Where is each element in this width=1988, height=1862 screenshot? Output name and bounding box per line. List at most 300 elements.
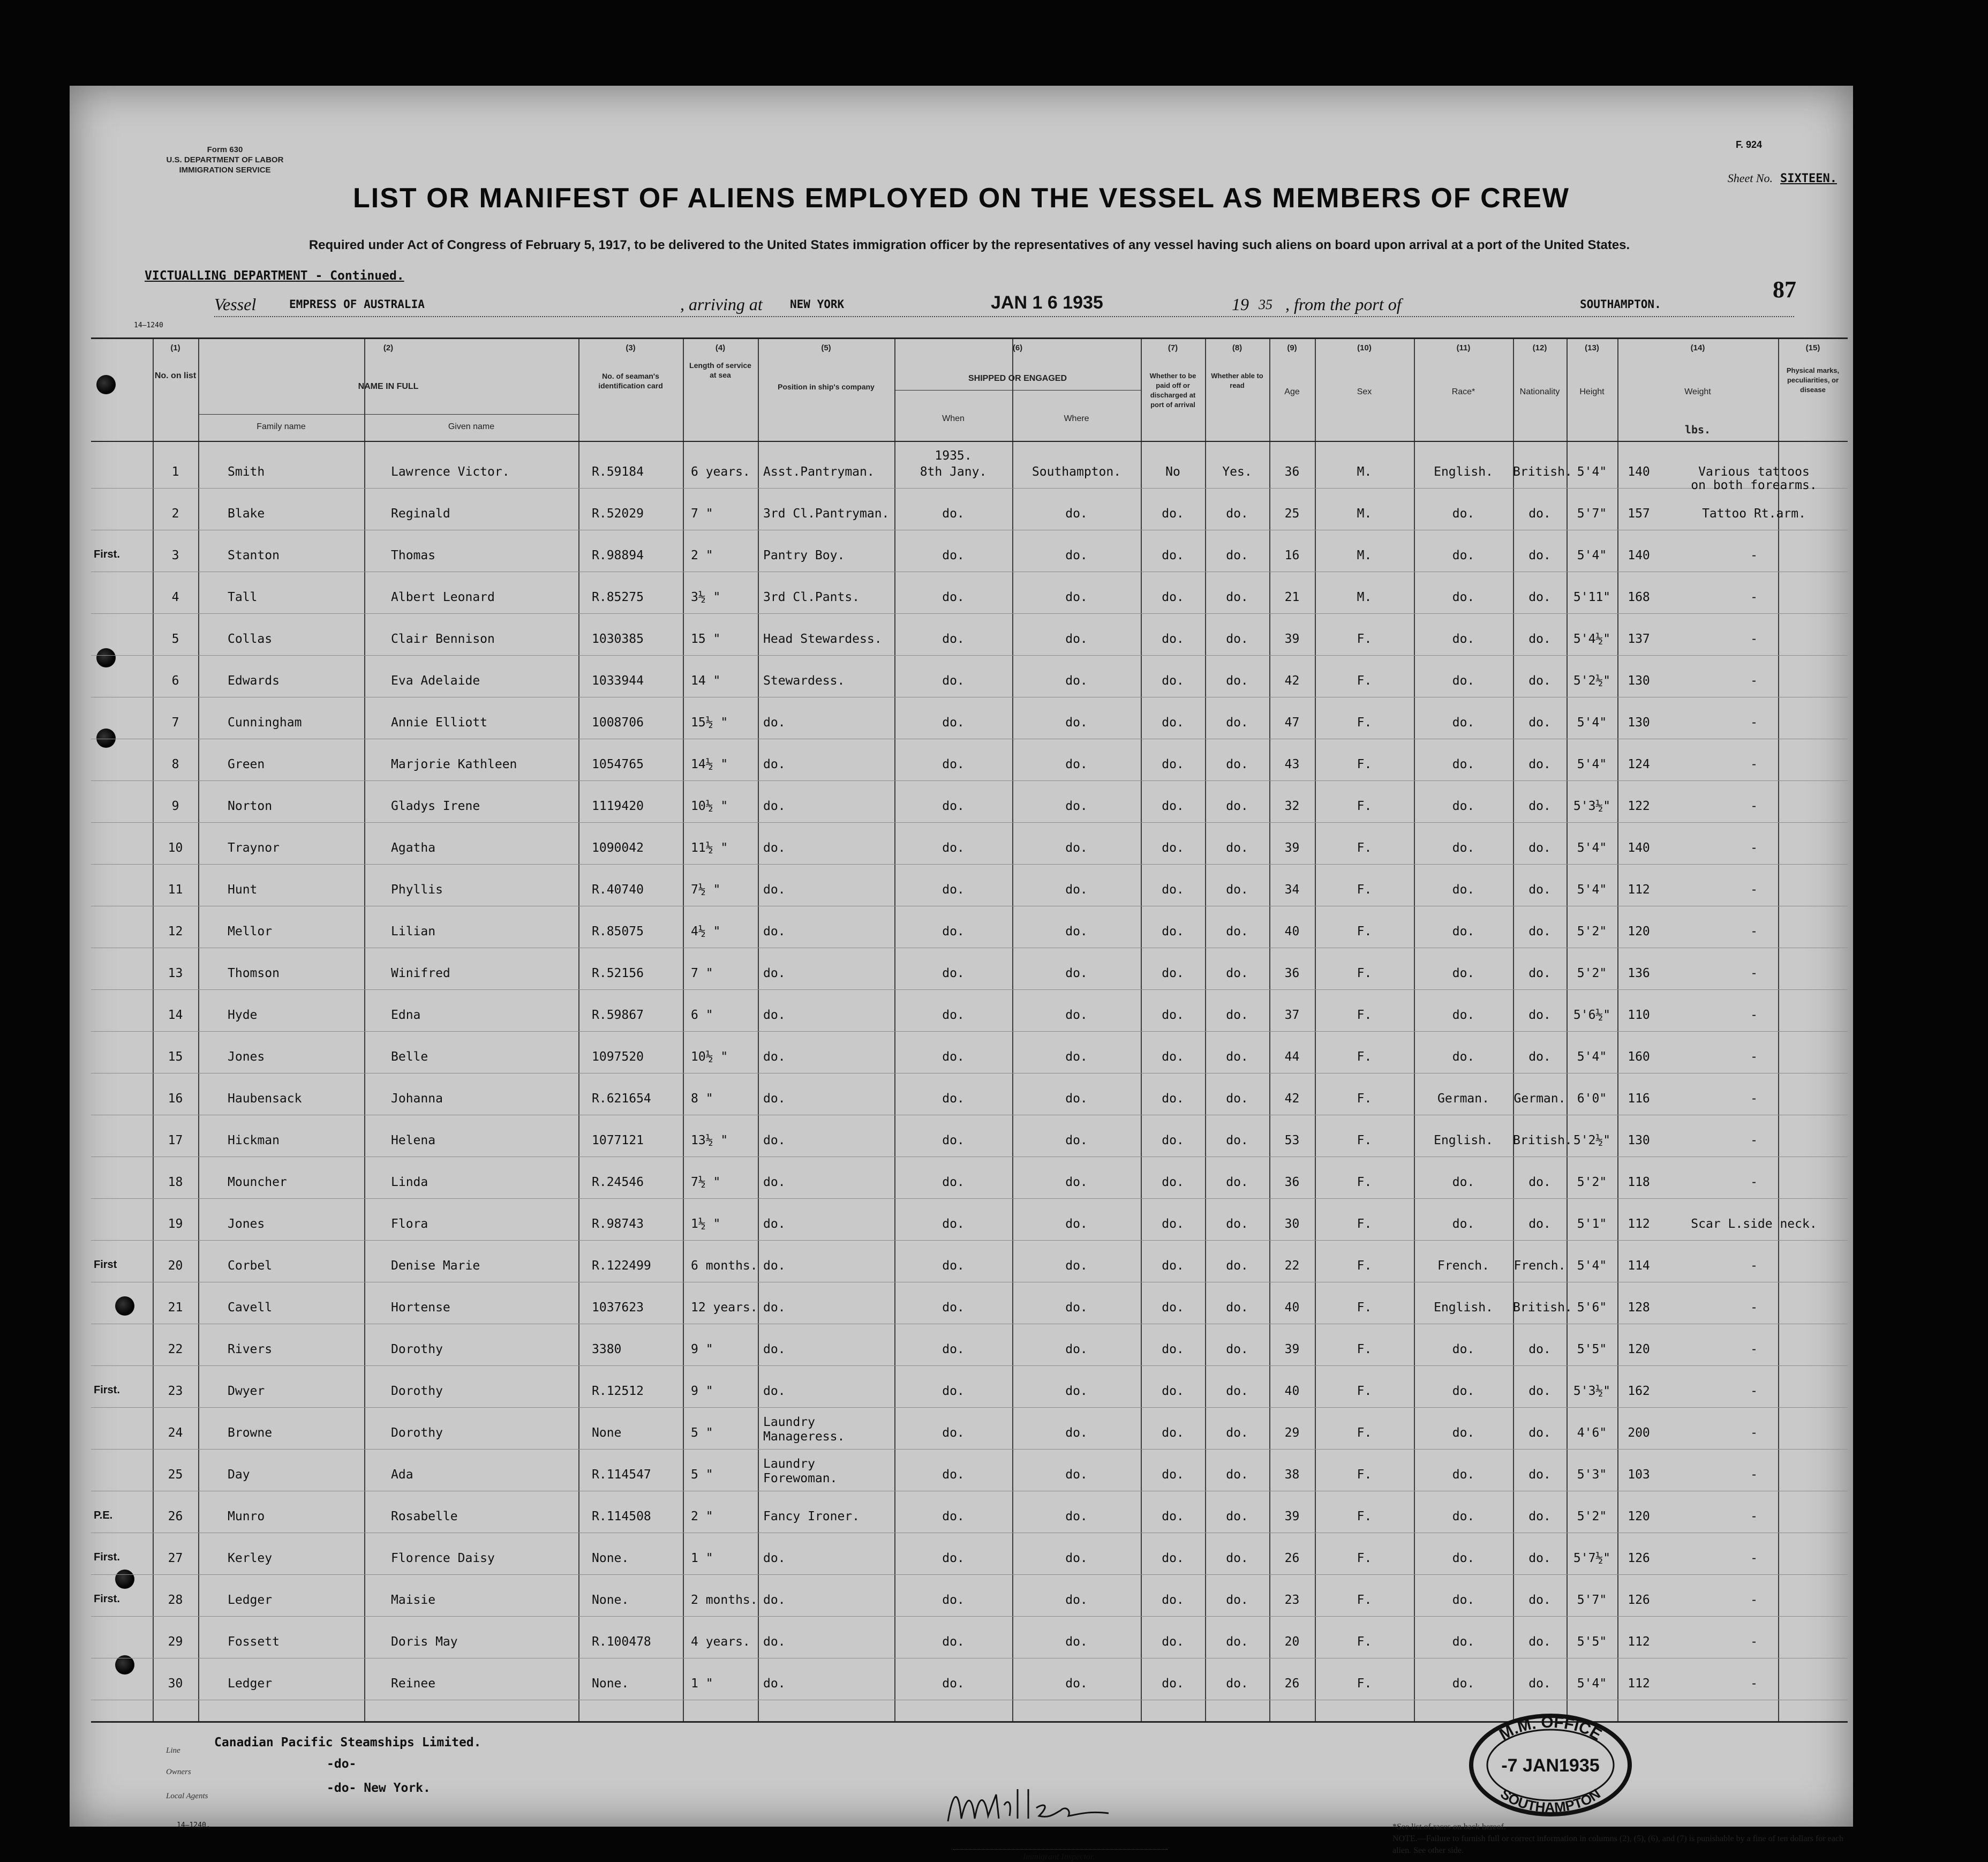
- paid-off: do.: [1162, 966, 1184, 980]
- id-card-number: 1077121: [592, 1133, 644, 1147]
- family-name: Corbel: [228, 1259, 273, 1273]
- weight: 112: [1628, 1217, 1650, 1231]
- height: 5'3½": [1573, 1384, 1611, 1398]
- able-to-read: do.: [1226, 883, 1248, 897]
- year-prefix: 19: [1232, 295, 1249, 314]
- given-name: Annie Elliott: [391, 716, 488, 730]
- height: 5'4": [1577, 465, 1607, 479]
- ship-position: do.: [763, 1342, 786, 1356]
- able-to-read: do.: [1226, 632, 1248, 646]
- weight: 140: [1628, 549, 1650, 562]
- row-divider: [91, 1240, 1848, 1241]
- race: do.: [1452, 1468, 1475, 1482]
- nationality: do.: [1528, 925, 1551, 938]
- col-shipped: SHIPPED OR ENGAGED: [968, 374, 1067, 383]
- physical-marks: Scar L.side neck.: [1691, 1217, 1817, 1231]
- race: do.: [1452, 1635, 1475, 1649]
- service-length: 5 ": [691, 1426, 713, 1440]
- sex: F.: [1357, 1426, 1372, 1440]
- physical-marks: -: [1750, 1259, 1758, 1273]
- col-num-4: (4): [715, 343, 726, 352]
- weight: 112: [1628, 1635, 1650, 1649]
- col-num-3: (3): [626, 343, 636, 352]
- nationality: do.: [1528, 1008, 1551, 1022]
- nationality: do.: [1528, 799, 1551, 813]
- able-to-read: do.: [1226, 1092, 1248, 1106]
- physical-marks: -: [1750, 1593, 1758, 1607]
- family-name: Hunt: [228, 883, 258, 897]
- able-to-read: do.: [1226, 674, 1248, 688]
- service-length: 10½ ": [691, 799, 728, 813]
- department-label: U.S. DEPARTMENT OF LABOR: [166, 155, 284, 164]
- family-name: Norton: [228, 799, 273, 813]
- service-length: 1 ": [691, 1551, 713, 1565]
- nationality: German.: [1513, 1092, 1566, 1106]
- line-label: Line: [166, 1746, 180, 1755]
- able-to-read: do.: [1226, 966, 1248, 980]
- family-name: Smith: [228, 465, 265, 479]
- paid-off: do.: [1162, 1092, 1184, 1106]
- row-divider: [91, 1365, 1848, 1366]
- service-length: 4½ ": [691, 925, 721, 938]
- race: do.: [1452, 1342, 1475, 1356]
- service-length: 7½ ": [691, 883, 721, 897]
- height: 6'0": [1577, 1092, 1607, 1106]
- id-card-number: 3380: [592, 1342, 622, 1356]
- sex: F.: [1357, 1468, 1372, 1482]
- service-length: 4 years.: [691, 1635, 750, 1649]
- nationality: British.: [1513, 465, 1572, 479]
- nationality: do.: [1528, 966, 1551, 980]
- family-name: Traynor: [228, 841, 280, 855]
- row-number: 20: [168, 1259, 183, 1273]
- nationality: do.: [1528, 1635, 1551, 1649]
- age: 47: [1284, 716, 1300, 730]
- paid-off: do.: [1162, 1551, 1184, 1565]
- shipped-when: do.: [942, 1259, 965, 1273]
- ship-position: do.: [763, 1092, 786, 1106]
- shipped-when: do.: [942, 1175, 965, 1189]
- physical-marks: -: [1750, 1342, 1758, 1356]
- id-card-number: 1033944: [592, 674, 644, 688]
- row-divider: [91, 613, 1848, 614]
- physical-marks: -: [1750, 757, 1758, 771]
- footer-code: 14—1240.: [177, 1821, 210, 1829]
- paid-off: do.: [1162, 1468, 1184, 1482]
- physical-marks: -: [1750, 1677, 1758, 1691]
- family-name: Stanton: [228, 549, 280, 562]
- id-card-number: 1090042: [592, 841, 644, 855]
- shipped-when: do.: [942, 1133, 965, 1147]
- sex: M.: [1357, 465, 1372, 479]
- race: do.: [1452, 925, 1475, 938]
- shipped-when: do.: [942, 1551, 965, 1565]
- margin-note: First.: [94, 549, 120, 560]
- row-number: 15: [168, 1050, 183, 1064]
- sex: F.: [1357, 1593, 1372, 1607]
- weight: 126: [1628, 1593, 1650, 1607]
- family-name: Cavell: [228, 1301, 273, 1315]
- row-divider: [91, 822, 1848, 823]
- physical-marks: -: [1750, 590, 1758, 604]
- physical-marks: -: [1750, 1092, 1758, 1106]
- age: 44: [1284, 1050, 1300, 1064]
- margin-note: P.E.: [94, 1510, 113, 1521]
- service-length: 7 ": [691, 966, 713, 980]
- race: do.: [1452, 1551, 1475, 1565]
- paid-off: do.: [1162, 549, 1184, 562]
- physical-marks: -: [1750, 674, 1758, 688]
- id-card-number: R.40740: [592, 883, 644, 897]
- able-to-read: do.: [1226, 757, 1248, 771]
- race: do.: [1452, 1050, 1475, 1064]
- height: 5'4": [1577, 549, 1607, 562]
- height: 5'7": [1577, 1593, 1607, 1607]
- row-divider: [91, 1031, 1848, 1032]
- col-num-8: (8): [1232, 343, 1242, 352]
- physical-marks: -: [1750, 925, 1758, 938]
- id-card-number: R.52156: [592, 966, 644, 980]
- sex: F.: [1357, 1133, 1372, 1147]
- id-card-number: 1037623: [592, 1301, 644, 1315]
- family-name: Munro: [228, 1510, 265, 1523]
- id-card-number: R.85275: [592, 590, 644, 604]
- ship-position: 3rd Cl.Pants.: [763, 590, 860, 604]
- col-weight: Weight: [1684, 387, 1711, 396]
- height: 5'4": [1577, 716, 1607, 730]
- shipped-where: do.: [1065, 1008, 1088, 1022]
- nationality: do.: [1528, 1593, 1551, 1607]
- nationality: French.: [1513, 1259, 1566, 1273]
- page-title: LIST OR MANIFEST OF ALIENS EMPLOYED ON THE VESSEL AS MEMBERS OF CREW: [353, 183, 1570, 214]
- race: do.: [1452, 757, 1475, 771]
- given-name: Helena: [391, 1133, 436, 1147]
- given-name: Maisie: [391, 1593, 436, 1607]
- given-name: Agatha: [391, 841, 436, 855]
- shipped-where: do.: [1065, 1092, 1088, 1106]
- form-number-label: Form 630: [207, 145, 243, 154]
- age: 20: [1284, 1635, 1300, 1649]
- physical-marks: -: [1750, 841, 1758, 855]
- physical-marks: -: [1750, 1008, 1758, 1022]
- race: French.: [1437, 1259, 1489, 1273]
- family-name: Fossett: [228, 1635, 280, 1649]
- shipped-when: do.: [942, 1008, 965, 1022]
- age: 16: [1284, 549, 1300, 562]
- row-number: 26: [168, 1510, 183, 1523]
- weight: 126: [1628, 1551, 1650, 1565]
- given-name: Johanna: [391, 1092, 443, 1106]
- shipped-where: do.: [1065, 883, 1088, 897]
- age: 42: [1284, 674, 1300, 688]
- paid-off: do.: [1162, 1342, 1184, 1356]
- id-card-number: 1030385: [592, 632, 644, 646]
- service-length: 6 months.: [691, 1259, 758, 1273]
- nationality: do.: [1528, 1050, 1551, 1064]
- given-name: Florence Daisy: [391, 1551, 495, 1565]
- id-card-number: 1097520: [592, 1050, 644, 1064]
- weight: 130: [1628, 674, 1650, 688]
- sex: F.: [1357, 925, 1372, 938]
- id-card-number: R.59867: [592, 1008, 644, 1022]
- family-name: Collas: [228, 632, 273, 646]
- shipped-when: do.: [942, 1426, 965, 1440]
- family-name: Dwyer: [228, 1384, 265, 1398]
- ship-position: do.: [763, 716, 786, 730]
- shipped-where: do.: [1065, 632, 1088, 646]
- race: do.: [1452, 1008, 1475, 1022]
- col-id-card: No. of seaman's identification card: [598, 372, 663, 390]
- service-length: 8 ": [691, 1092, 713, 1106]
- shipped-when: do.: [942, 1677, 965, 1691]
- paid-off: do.: [1162, 1008, 1184, 1022]
- able-to-read: do.: [1226, 841, 1248, 855]
- shipped-when: do.: [942, 632, 965, 646]
- weight: 137: [1628, 632, 1650, 646]
- height: 5'5": [1577, 1342, 1607, 1356]
- id-card-number: R.52029: [592, 507, 644, 521]
- service-length: 11½ ": [691, 841, 728, 855]
- shipped-where: do.: [1065, 1468, 1088, 1482]
- weight: 114: [1628, 1259, 1650, 1273]
- given-name: Lilian: [391, 925, 436, 938]
- col-where: Where: [1064, 414, 1089, 423]
- row-divider: [91, 488, 1848, 489]
- age: 38: [1284, 1468, 1300, 1482]
- height: 5'4": [1577, 1259, 1607, 1273]
- age: 25: [1284, 507, 1300, 521]
- family-name: Rivers: [228, 1342, 273, 1356]
- owners-label: Owners: [166, 1768, 191, 1776]
- given-name: Doris May: [391, 1635, 458, 1649]
- sex: F.: [1357, 1677, 1372, 1691]
- able-to-read: do.: [1226, 1133, 1248, 1147]
- margin-note: First: [94, 1259, 117, 1271]
- margin-note: First.: [94, 1384, 120, 1396]
- row-number: 11: [168, 883, 183, 897]
- weight: 110: [1628, 1008, 1650, 1022]
- shipped-when: do.: [942, 1301, 965, 1315]
- nationality: do.: [1528, 674, 1551, 688]
- paid-off: do.: [1162, 1175, 1184, 1189]
- race: do.: [1452, 674, 1475, 688]
- age: 43: [1284, 757, 1300, 771]
- service-length: 14½ ": [691, 757, 728, 771]
- id-card-number: R.12512: [592, 1384, 644, 1398]
- shipped-when: do.: [942, 1342, 965, 1356]
- sex: F.: [1357, 966, 1372, 980]
- id-card-number: R.85075: [592, 925, 644, 938]
- ship-position: Stewardess.: [763, 674, 845, 688]
- paid-off: do.: [1162, 716, 1184, 730]
- physical-marks: -: [1750, 1175, 1758, 1189]
- able-to-read: do.: [1226, 1008, 1248, 1022]
- row-divider: [91, 1449, 1848, 1450]
- shipped-where: do.: [1065, 1635, 1088, 1649]
- col-paid-off: Whether to be paid off or discharged at port of arrival: [1149, 372, 1196, 409]
- shipped-where: do.: [1065, 1426, 1088, 1440]
- id-card-number: 1054765: [592, 757, 644, 771]
- row-divider: [91, 1407, 1848, 1408]
- weight: 160: [1628, 1050, 1650, 1064]
- from-label: , from the port of: [1285, 295, 1402, 314]
- given-name: Eva Adelaide: [391, 674, 480, 688]
- family-name: Ledger: [228, 1593, 273, 1607]
- col-height: Height: [1579, 387, 1605, 396]
- service-length: 5 ": [691, 1468, 713, 1482]
- col-num-15: (15): [1805, 343, 1820, 352]
- service-length: 2 ": [691, 549, 713, 562]
- paid-off: do.: [1162, 1384, 1184, 1398]
- age: 21: [1284, 590, 1300, 604]
- sex: F.: [1357, 883, 1372, 897]
- shipped-when: do.: [942, 883, 965, 897]
- physical-marks: -: [1750, 799, 1758, 813]
- given-name: Dorothy: [391, 1342, 443, 1356]
- row-divider: [91, 780, 1848, 781]
- family-name: Tall: [228, 590, 258, 604]
- physical-marks: -: [1750, 1551, 1758, 1565]
- able-to-read: do.: [1226, 1301, 1248, 1315]
- ship-position: do.: [763, 841, 786, 855]
- able-to-read: do.: [1226, 1677, 1248, 1691]
- id-card-number: None: [592, 1426, 622, 1440]
- height: 5'2½": [1573, 674, 1611, 688]
- service-length: 14 ": [691, 674, 721, 688]
- service-length: 9 ": [691, 1384, 713, 1398]
- height: 5'7": [1577, 507, 1607, 521]
- shipped-where: do.: [1065, 1050, 1088, 1064]
- shipped-when: do.: [942, 1510, 965, 1523]
- ship-position: Fancy Ironer.: [763, 1510, 860, 1523]
- col-num-10: (10): [1357, 343, 1372, 352]
- row-number: 16: [168, 1092, 183, 1106]
- height: 5'3½": [1573, 799, 1611, 813]
- shipped-where: do.: [1065, 549, 1088, 562]
- physical-marks: -: [1750, 883, 1758, 897]
- weight: 116: [1628, 1092, 1650, 1106]
- ship-position: do.: [763, 1175, 786, 1189]
- age: 36: [1284, 465, 1300, 479]
- row-number: 18: [168, 1175, 183, 1189]
- id-card-number: None.: [592, 1593, 629, 1607]
- shipped-when: do.: [942, 507, 965, 521]
- nationality: do.: [1528, 1384, 1551, 1398]
- paid-off: do.: [1162, 674, 1184, 688]
- nationality: do.: [1528, 757, 1551, 771]
- race-note: *See list of races on back hereof.: [1392, 1822, 1506, 1831]
- ship-position: do.: [763, 1259, 786, 1273]
- height: 5'11": [1573, 590, 1611, 604]
- sex: F.: [1357, 1008, 1372, 1022]
- ship-position: do.: [763, 1217, 786, 1231]
- family-name: Browne: [228, 1426, 273, 1440]
- shipped-where: do.: [1065, 1551, 1088, 1565]
- height: 5'1": [1577, 1217, 1607, 1231]
- shipped-when: do.: [942, 549, 965, 562]
- nationality: do.: [1528, 1175, 1551, 1189]
- col-race: Race*: [1451, 387, 1475, 396]
- height: 5'2": [1577, 1175, 1607, 1189]
- paid-off: do.: [1162, 1426, 1184, 1440]
- row-number: 2: [171, 507, 179, 521]
- given-name: Hortense: [391, 1301, 450, 1315]
- shipped-where: do.: [1065, 841, 1088, 855]
- row-number: 1: [171, 465, 179, 479]
- inspector-label: Immigrant Inspector.: [1023, 1852, 1095, 1861]
- col-given-name: Given name: [448, 422, 495, 431]
- height: 5'6½": [1573, 1008, 1611, 1022]
- paid-off: do.: [1162, 590, 1184, 604]
- id-card-number: R.59184: [592, 465, 644, 479]
- sex: F.: [1357, 1510, 1372, 1523]
- service-length: 12 years.: [691, 1301, 758, 1315]
- ship-position: do.: [763, 1301, 786, 1315]
- ship-position: do.: [763, 883, 786, 897]
- physical-marks: -: [1750, 966, 1758, 980]
- ship-position-line2: Forewoman.: [763, 1471, 838, 1485]
- nationality: do.: [1528, 883, 1551, 897]
- row-number: 8: [171, 757, 179, 771]
- col-num-13: (13): [1585, 343, 1599, 352]
- shipped-where: do.: [1065, 966, 1088, 980]
- margin-note: First.: [94, 1593, 120, 1605]
- sex: F.: [1357, 1175, 1372, 1189]
- service-length: 1 ": [691, 1677, 713, 1691]
- height: 5'2": [1577, 925, 1607, 938]
- race: do.: [1452, 966, 1475, 980]
- shipped-where: do.: [1065, 1677, 1088, 1691]
- service-length: 6 ": [691, 1008, 713, 1022]
- ship-position: do.: [763, 925, 786, 938]
- sex: F.: [1357, 1092, 1372, 1106]
- col-num-5: (5): [821, 343, 831, 352]
- service-length: 10½ ": [691, 1050, 728, 1064]
- vessel-name: EMPRESS OF AUSTRALIA: [289, 298, 425, 311]
- shipped-when: do.: [942, 966, 965, 980]
- vessel-line: [214, 292, 1794, 317]
- age: 39: [1284, 841, 1300, 855]
- nationality: do.: [1528, 1551, 1551, 1565]
- family-name: Thomson: [228, 966, 280, 980]
- ship-position: do.: [763, 1133, 786, 1147]
- service-length: 15 ": [691, 632, 721, 646]
- shipped-where: do.: [1065, 1384, 1088, 1398]
- given-name: Edna: [391, 1008, 421, 1022]
- service-length: 15½ ": [691, 716, 728, 730]
- able-to-read: do.: [1226, 590, 1248, 604]
- race: do.: [1452, 1677, 1475, 1691]
- able-to-read: do.: [1226, 507, 1248, 521]
- weight: 140: [1628, 465, 1650, 479]
- weight: 168: [1628, 590, 1650, 604]
- family-name: Hickman: [228, 1133, 280, 1147]
- margin-note: First.: [94, 1551, 120, 1563]
- shipped-when: do.: [942, 1050, 965, 1064]
- ship-position: Asst.Pantryman.: [763, 465, 875, 479]
- row-divider: [91, 1198, 1848, 1199]
- family-name: Haubensack: [228, 1092, 302, 1106]
- age: 40: [1284, 1384, 1300, 1398]
- family-name: Mellor: [228, 925, 273, 938]
- weight: 112: [1628, 1677, 1650, 1691]
- shipped-where: do.: [1065, 674, 1088, 688]
- shipped-where: do.: [1065, 1133, 1088, 1147]
- able-to-read: do.: [1226, 1510, 1248, 1523]
- able-to-read: do.: [1226, 799, 1248, 813]
- shipped-where: do.: [1065, 757, 1088, 771]
- shipped-when: do.: [942, 1593, 965, 1607]
